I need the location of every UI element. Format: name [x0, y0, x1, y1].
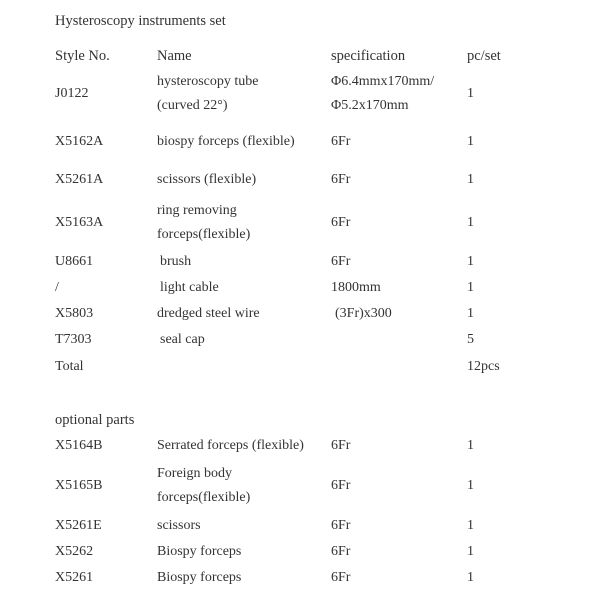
name-line: ring removing — [157, 203, 237, 218]
name-cell: brush — [160, 254, 192, 269]
name-cell: Biospy forceps — [157, 570, 242, 585]
specification-cell: 1800mm — [331, 280, 381, 295]
name-cell: biospy forceps (flexible) — [157, 134, 295, 149]
specification-cell: 6Fr — [331, 172, 351, 187]
style-no-cell: X5165B — [55, 478, 103, 493]
name-line: forceps(flexible) — [157, 490, 251, 505]
specification-cell: 6Fr — [331, 134, 351, 149]
name-cell — [157, 199, 250, 247]
document-title: Hysteroscopy instruments set — [55, 13, 226, 29]
total-label: Total — [55, 359, 84, 374]
name-line: hysteroscopy tube — [157, 74, 259, 89]
specification-cell: 6Fr — [331, 254, 351, 269]
name-line: (curved 22°) — [157, 98, 228, 113]
table-row — [0, 462, 600, 512]
style-no-cell: U8661 — [55, 254, 94, 269]
specification-cell — [331, 70, 434, 118]
pc-set-cell: 1 — [467, 134, 474, 149]
pc-set-cell: 1 — [467, 86, 474, 101]
specification-cell: 6Fr — [331, 544, 351, 559]
pc-set-cell: 5 — [467, 332, 474, 347]
spec-line: Φ6.4mmx170mm/ — [331, 74, 435, 89]
table-row — [0, 434, 600, 458]
specification-cell: 6Fr — [331, 570, 351, 585]
pc-set-cell: 1 — [467, 306, 474, 321]
specification-cell: (3Fr)x300 — [335, 306, 392, 321]
style-no-cell: X5261E — [55, 518, 102, 533]
optional-parts-title: optional parts — [55, 412, 135, 428]
name-cell — [157, 462, 250, 510]
pc-set-cell: 1 — [467, 215, 474, 230]
table-row — [0, 130, 600, 154]
pc-set-cell: 1 — [467, 544, 474, 559]
table-row — [0, 328, 600, 352]
style-no-cell: J0122 — [55, 86, 89, 101]
name-cell: scissors — [157, 518, 201, 533]
specification-cell: 6Fr — [331, 438, 351, 453]
name-cell: dredged steel wire — [157, 306, 260, 321]
specification-cell: 6Fr — [331, 478, 351, 493]
name-line: forceps(flexible) — [157, 227, 251, 242]
table-row-total — [0, 355, 600, 379]
specification-cell: 6Fr — [331, 518, 351, 533]
style-no-cell: X5162A — [55, 134, 104, 149]
table-row — [0, 302, 600, 326]
style-no-cell: / — [55, 280, 59, 295]
pc-set-cell: 1 — [467, 172, 474, 187]
name-line: Foreign body — [157, 466, 233, 481]
header-specification: specification — [331, 48, 406, 64]
pc-set-cell: 1 — [467, 478, 474, 493]
table-row — [0, 566, 600, 590]
pc-set-cell: 1 — [467, 438, 474, 453]
pc-set-cell: 1 — [467, 280, 474, 295]
style-no-cell: X5163A — [55, 215, 104, 230]
header-pc-set: pc/set — [467, 48, 501, 64]
style-no-cell: T7303 — [55, 332, 92, 347]
table-row — [0, 168, 600, 192]
table-header — [0, 46, 600, 66]
name-cell — [157, 70, 258, 118]
pc-set-cell: 1 — [467, 254, 474, 269]
spec-line: Φ5.2x170mm — [331, 98, 409, 113]
table-row — [0, 540, 600, 564]
name-cell: light cable — [160, 280, 219, 295]
table-row — [0, 199, 600, 249]
table-row — [0, 276, 600, 300]
table-row — [0, 70, 600, 120]
style-no-cell: X5261A — [55, 172, 104, 187]
name-cell: Serrated forceps (flexible) — [157, 438, 304, 453]
style-no-cell: X5262 — [55, 544, 94, 559]
total-value: 12pcs — [467, 359, 500, 374]
specification-cell: 6Fr — [331, 215, 351, 230]
style-no-cell: X5164B — [55, 438, 103, 453]
table-row — [0, 514, 600, 538]
pc-set-cell: 1 — [467, 570, 474, 585]
table-row — [0, 250, 600, 274]
style-no-cell: X5803 — [55, 306, 94, 321]
name-cell: Biospy forceps — [157, 544, 242, 559]
header-name: Name — [157, 48, 192, 64]
name-cell: seal cap — [160, 332, 205, 347]
header-style-no: Style No. — [55, 48, 110, 64]
name-cell: scissors (flexible) — [157, 172, 257, 187]
pc-set-cell: 1 — [467, 518, 474, 533]
style-no-cell: X5261 — [55, 570, 94, 585]
